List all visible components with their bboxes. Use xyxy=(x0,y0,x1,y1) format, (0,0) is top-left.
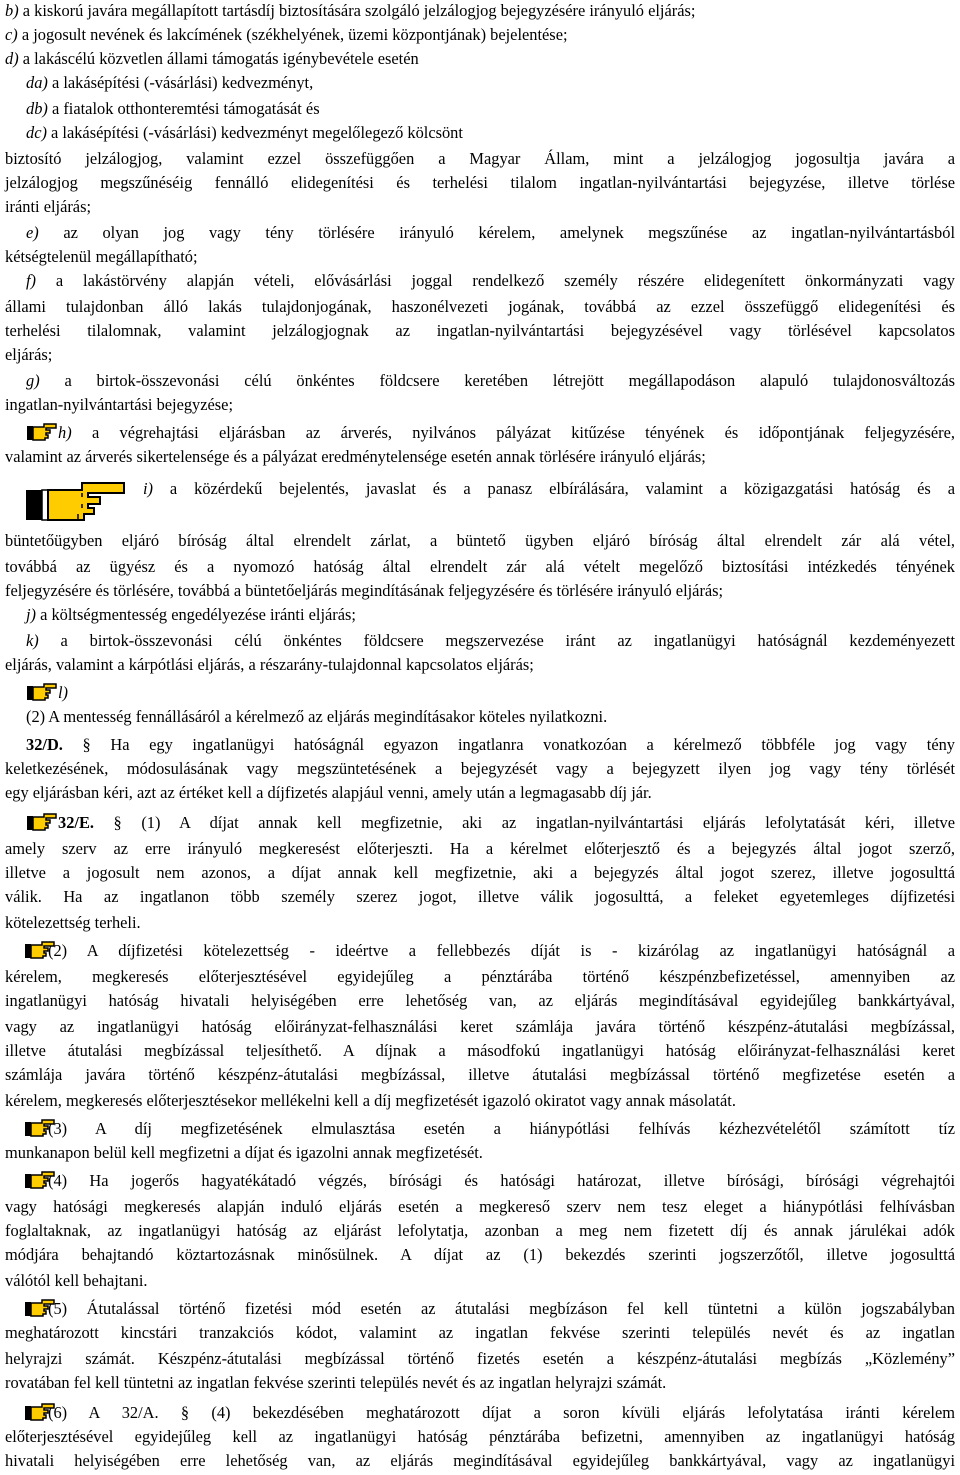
text-run: meghatározott kincstári tranzakciós kódot, valamint az ingatlan fekvése szerinti település nevét és az ingatlan xyxy=(5,1323,955,1342)
text-run: keletkezésének, módosulásának vagy megszüntetésének a bejegyzését vagy a bejegyzett ilyen jog vagy tény törlését xyxy=(5,759,955,778)
text-run: eljárás, valamint a kárpótlási eljárás, a részarány-tulajdonnal kapcsolatos eljárás; xyxy=(5,655,534,674)
text-line xyxy=(5,1090,955,1112)
text-line xyxy=(26,122,955,144)
text-line xyxy=(26,222,955,244)
text-run: eljárás; xyxy=(5,345,53,364)
text-run: előterjesztésével egyidejűleg kell az ingatlanügyi hatóság pénztárába befizetni, amennyiben az ingatlanügyi hatóság xyxy=(5,1427,955,1446)
text-line xyxy=(5,758,955,780)
text-run: hivatali helyiségében erre lehetőség van, az eljárás megindításával egyidejűleg bankkártyával, vagy az ingatlanügyi xyxy=(5,1451,955,1470)
text-line xyxy=(5,1270,955,1292)
text-run: kötelezettség terheli. xyxy=(5,913,141,932)
pointing-hand-icon xyxy=(26,678,58,704)
text-run: vagy az ingatlanügyi hatóság előirányzat-felhasználási keret számlája javára történő készpénz-átutalási megbízással, xyxy=(5,1017,955,1036)
item-marker: dc) xyxy=(26,123,47,142)
text-line xyxy=(26,370,955,392)
item-marker: f) xyxy=(26,271,37,290)
text-line xyxy=(26,734,955,756)
text-line xyxy=(5,1322,955,1344)
text-run: a kiskorú javára megállapított tartásdíj biztosítására szolgáló jelzálogjog bejegyzésére irányuló eljárás; xyxy=(18,1,696,20)
text-run: válótól kell behajtani. xyxy=(5,1271,148,1290)
text-line xyxy=(48,1118,955,1140)
item-marker: d) xyxy=(5,49,19,68)
text-run: kérelem, megkeresés előterjesztésével egyidejűleg a pénztárába történő készpénzbefizetéssel, amennyiben az xyxy=(5,967,955,986)
text-line xyxy=(48,1298,955,1320)
section-number: 32/D. xyxy=(26,735,63,754)
text-run: állami tulajdonban álló lakás tulajdonjogának, haszonélvezeti jogának, továbbá az ezzel összefüggő elidegenítési és xyxy=(5,297,955,316)
text-run: válik. Ha az ingatlanon több személy szerez jogot, illetve válik jogosulttá, a feleket egyetemleges díjfizetési xyxy=(5,887,955,906)
text-line xyxy=(5,148,955,170)
pointing-hand-icon xyxy=(24,1114,56,1140)
text-line xyxy=(5,530,955,552)
text-line xyxy=(5,1064,955,1086)
text-line xyxy=(5,1220,955,1242)
text-line xyxy=(5,344,955,366)
text-run: (3) A díj megfizetésének elmulasztása esetén a hiánypótlási felhívás kézhezvételétől számított tíz xyxy=(48,1119,955,1138)
text-run: kérelem, megkeresés előterjesztésekor mellékelni kell a díj megfizetését igazoló okiratot vagy annak másolatát. xyxy=(5,1091,736,1110)
item-marker: l) xyxy=(58,683,69,702)
text-line xyxy=(5,838,955,860)
text-run: a lakásépítési (-vásárlási) kedvezményt megelőlegező kölcsönt xyxy=(46,123,463,142)
pointing-hand-icon xyxy=(24,1166,56,1192)
text-line xyxy=(5,24,955,46)
text-run: (2) A mentesség fennállásáról a kérelmező az eljárás megindításakor köteles nyilatkozni. xyxy=(26,707,608,726)
text-run: iránti eljárás; xyxy=(5,197,92,216)
text-line xyxy=(58,422,955,444)
text-line xyxy=(5,320,955,342)
pointing-hand-icon xyxy=(24,1294,56,1320)
text-run: rovatában fel kell tüntetni az ingatlan fekvése szerinti település nevét és az ingatlan helyrajzi számát. xyxy=(5,1373,667,1392)
text-run: számlája javára történő készpénz-átutalási megbízással, illetve átutalási megbízással történő megfizetése esetén a xyxy=(5,1065,955,1084)
pointing-hand-icon xyxy=(24,936,56,962)
pointing-hand-icon xyxy=(26,808,58,834)
text-line xyxy=(5,446,955,468)
item-marker: g) xyxy=(26,371,40,390)
text-line xyxy=(5,296,955,318)
text-run: a jogosult nevének és lakcímének (székhelyének, üzemi központjának) bejelentése; xyxy=(17,25,568,44)
section-number: 32/E. xyxy=(58,813,94,832)
text-line xyxy=(143,478,955,500)
text-run: a lakáscélú közvetlen állami támogatás igénybevétele esetén xyxy=(18,49,419,68)
text-run: biztosító jelzálogjog, valamint ezzel összefüggően a Magyar Állam, mint a jelzálogjog jogosultja javára a xyxy=(5,149,955,168)
text-line xyxy=(5,990,955,1012)
text-line xyxy=(26,706,955,728)
text-run: ingatlanügyi hatóság hivatali helyiségében erre lehetőség van, az eljárás megindításával egyidejűleg bankkártyával, xyxy=(5,991,955,1010)
text-line xyxy=(5,1450,955,1472)
text-run: illetve a jogosult nem azonos, a díjat annak kell megfizetnie, aki a bejegyzés által jogot szerez, illetve jogosulttá xyxy=(5,863,955,882)
text-line xyxy=(26,630,955,652)
text-line xyxy=(5,1016,955,1038)
text-line xyxy=(26,270,955,292)
item-marker: e) xyxy=(26,223,39,242)
text-line xyxy=(5,1196,955,1218)
text-line xyxy=(5,196,955,218)
text-run: (5) Átutalással történő fizetési mód esetén az átutalási megbízáson fel kell tüntetni a külön jogszabályban xyxy=(48,1299,955,1318)
item-marker: i) xyxy=(143,479,154,498)
text-run: a fiatalok otthonteremtési támogatását és xyxy=(47,99,320,118)
text-line xyxy=(58,682,955,704)
text-run: foglaltaknak, az ingatlanügyi hatóság az eljárást lefolytatja, azonban a meg nem fizetett díj és annak járulékai adók xyxy=(5,1221,955,1240)
item-marker: k) xyxy=(26,631,39,650)
text-line xyxy=(5,580,955,602)
text-run: munkanapon belül kell megfizetni a díjat és igazolni annak megfizetését. xyxy=(5,1143,483,1162)
text-run: vagy hatósági megkeresés alapján induló eljárás esetén a megkereső szerv nem tesz eleget a hiánypótlási felhívásban xyxy=(5,1197,955,1216)
pointing-hand-icon xyxy=(24,478,128,524)
item-marker: db) xyxy=(26,99,48,118)
text-run: a birtok-összevonási célú önkéntes földcsere keretében létrejött megállapodáson alapuló tulajdonosváltozás xyxy=(39,371,955,390)
item-marker: b) xyxy=(5,1,19,20)
text-line xyxy=(5,654,955,676)
text-run: feljegyzésére és törlésére, továbbá a büntetőeljárás megindításának feljegyzésére és törlésére irányuló eljárás; xyxy=(5,581,724,600)
text-run: ingatlan-nyilvántartási bejegyzése; xyxy=(5,395,234,414)
text-run: a lakástörvény alapján vételi, elővásárlási joggal rendelkező személy részére elidegenített önkormányzati vagy xyxy=(36,271,955,290)
text-line xyxy=(48,1170,955,1192)
text-line xyxy=(26,604,955,626)
text-line xyxy=(5,966,955,988)
text-line xyxy=(5,782,955,804)
text-line xyxy=(5,246,955,268)
text-line xyxy=(5,394,955,416)
text-line xyxy=(5,172,955,194)
text-line xyxy=(26,72,955,94)
text-line xyxy=(5,1426,955,1448)
text-run: terhelési tilalomnak, valamint jelzálogjognak az ingatlan-nyilvántartási bejegyzésével vagy törlésével kapcsolatos xyxy=(5,321,955,340)
text-line xyxy=(5,556,955,578)
text-run: továbbá az ügyész és a nyomozó hatóság által elrendelt zár alá vételt megelőző biztosítási intézkedés tényének xyxy=(5,557,955,576)
pointing-hand-icon xyxy=(26,418,58,444)
text-line xyxy=(5,886,955,908)
text-run: büntetőügyben eljáró bíróság által elrendelt zárlat, a büntető ügyben eljáró bíróság által elrendelt zár alá vétel, xyxy=(5,531,955,550)
text-run: a végrehajtási eljárásban az árverés, nyilvános pályázat kitűzése tényének és időpontjának feljegyzésére, xyxy=(71,423,955,442)
text-line xyxy=(48,940,955,962)
text-run: § (1) A díjat annak kell megfizetnie, aki az ingatlan-nyilvántartási eljárás lefolytatását kéri, illetve xyxy=(93,813,955,832)
text-run: amely szerv az erre irányuló megkeresést előterjeszti. Ha a kérelmet előterjesztő és a bejegyzés által jogot szerző, xyxy=(5,839,955,858)
text-line xyxy=(5,1142,955,1164)
text-run: kétségtelenül megállapítható; xyxy=(5,247,198,266)
text-run: a birtok-összevonási célú önkéntes földcsere megszervezése iránt az ingatlanügyi hatóságnál kezdeményezett xyxy=(38,631,955,650)
text-run: helyrajzi számát. Készpénz-átutalási megbízással történő fizetés esetén a készpénz-átutalási megbízás „Közlemény” xyxy=(5,1349,955,1368)
text-run: valamint az árverés sikertelensége és a pályázat eredménytelensége esetén annak törlésére irányuló eljárás; xyxy=(5,447,706,466)
text-run: jelzálogjog megszűnéséig fennálló elidegenítési és terhelési tilalom ingatlan-nyilvántartási bejegyzése, illetve törlése xyxy=(5,173,955,192)
text-run: (6) A 32/A. § (4) bekezdésében meghatározott díjat a soron kívüli eljárás lefolytatása iránti kérelem xyxy=(48,1403,955,1422)
text-line xyxy=(5,1244,955,1266)
text-run: a költségmentesség engedélyezése iránti eljárás; xyxy=(36,605,356,624)
text-run: (4) Ha jogerős hagyatékátadó végzés, bírósági és hatósági határozat, illetve bírósági, bírósági végrehajtói xyxy=(48,1171,955,1190)
text-line xyxy=(5,862,955,884)
text-line xyxy=(5,912,955,934)
text-line xyxy=(5,48,955,70)
text-run: illetve átutalási megbízással teljesíthető. A díjnak a másodfokú ingatlanügyi hatóság előirányzat-felhasználási keret xyxy=(5,1041,955,1060)
text-run: módjára behajtandó köztartozásnak minősülnek. A díjat az (1) bekezdés szerinti jogszerzőtől, illetve jogosulttá xyxy=(5,1245,955,1264)
text-run: (2) A díjfizetési kötelezettség - ideértve a fellebbezés díját is - kizárólag az ingatlanügyi hatóságnál a xyxy=(48,941,955,960)
item-marker: da) xyxy=(26,73,48,92)
text-run: az olyan jog vagy tény törlésére irányuló kérelem, amelynek megszűnése az ingatlan-nyilvántartásból xyxy=(38,223,955,242)
text-line xyxy=(5,0,955,22)
text-line xyxy=(58,812,955,834)
pointing-hand-icon xyxy=(24,1398,56,1424)
text-run: a lakásépítési (-vásárlási) kedvezményt, xyxy=(47,73,314,92)
text-line xyxy=(48,1402,955,1424)
text-run: § Ha egy ingatlanügyi hatóságnál egyazon ingatlanra vonatkozóan a kérelmező többféle jog vagy tény xyxy=(62,735,955,754)
text-line xyxy=(5,1040,955,1062)
text-line xyxy=(5,1372,955,1394)
item-marker: j) xyxy=(26,605,37,624)
text-run: a közérdekű bejelentés, javaslat és a panasz elbírálására, valamint a közigazgatási hatóság és a xyxy=(153,479,955,498)
item-marker: c) xyxy=(5,25,18,44)
item-marker: h) xyxy=(58,423,72,442)
text-run: egy eljárásban kéri, azt az értéket kell a díjfizetés alapjául venni, amely után a legmagasabb díj jár. xyxy=(5,783,652,802)
text-line xyxy=(5,1348,955,1370)
text-line xyxy=(26,98,955,120)
